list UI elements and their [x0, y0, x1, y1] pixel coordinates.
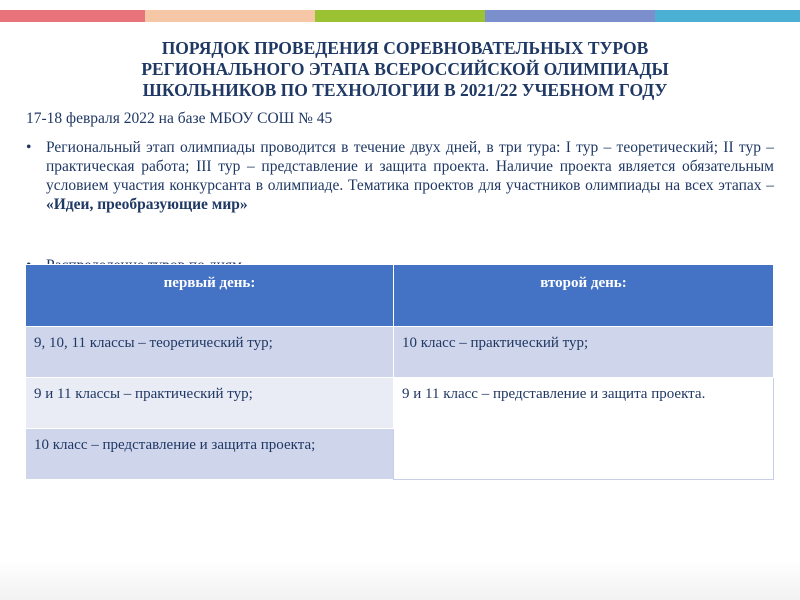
table-row	[26, 378, 774, 429]
top-bar-segment-1	[0, 10, 145, 22]
day2-cell-2: 9 и 11 класс – представление и защита проекта.	[394, 378, 774, 480]
schedule-table	[25, 264, 774, 480]
title-line-3: ШКОЛЬНИКОВ ПО ТЕХНОЛОГИИ В 2021/22 УЧЕБНОМ ГОДУ	[142, 80, 668, 100]
project-theme: «Идеи, преобразующие мир»	[46, 196, 248, 213]
title-line-2: РЕГИОНАЛЬНОГО ЭТАПА ВСЕРОССИЙСКОЙ ОЛИМПИАДЫ	[141, 59, 669, 79]
event-date-location: 17-18 февраля 2022 на базе МБОУ СОШ № 45	[26, 110, 333, 127]
day1-cell-3: 10 класс – представление и защита проекта;	[26, 429, 394, 480]
day1-cell-2: 9 и 11 классы – практический тур;	[26, 378, 394, 429]
day2-cell-1: 10 класс – практический тур;	[394, 327, 774, 378]
top-bar-segment-4	[485, 10, 655, 22]
bottom-gradient	[0, 560, 800, 600]
bullet-text	[46, 138, 774, 214]
bullet-body-text: Региональный этап олимпиады проводится в течение двух дней, в три тура: I тур – теоретический; II тур – практическая работа; III тур – представление и защита проекта. Наличие проекта является обязательным условием участия конкурсанта в олимпиаде. Тематика проектов для участников олимпиады на всех этапах –	[46, 139, 774, 194]
header-day-one: первый день:	[26, 265, 394, 327]
top-color-bar	[0, 10, 800, 22]
header-day-two: второй день:	[394, 265, 774, 327]
top-bar-segment-3	[315, 10, 485, 22]
top-bar-segment-5	[655, 10, 800, 22]
bullet-marker: •	[26, 139, 32, 156]
title-line-1: ПОРЯДОК ПРОВЕДЕНИЯ СОРЕВНОВАТЕЛЬНЫХ ТУРОВ	[161, 38, 649, 58]
table-header-row	[26, 265, 774, 327]
page-title	[60, 38, 750, 101]
bullet-olympiad-description	[26, 138, 774, 214]
top-bar-segment-2	[145, 10, 315, 22]
day1-cell-1: 9, 10, 11 классы – теоретический тур;	[26, 327, 394, 378]
table-row	[26, 327, 774, 378]
